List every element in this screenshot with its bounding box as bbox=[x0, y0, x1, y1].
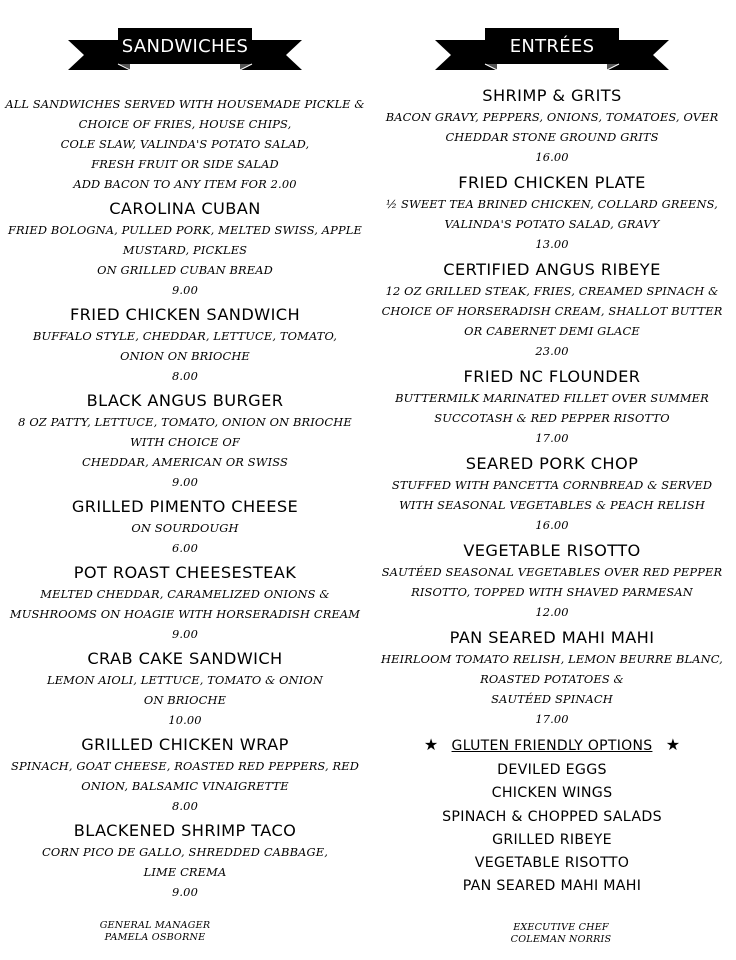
description-line: HEIRLOOM TOMATO RELISH, LEMON BEURRE BLANC, bbox=[381, 652, 723, 666]
sandwiches-list bbox=[0, 199, 370, 902]
menu-item-description bbox=[368, 388, 736, 448]
menu-item-description bbox=[368, 281, 736, 361]
sandwiches-header: SANDWICHES bbox=[121, 36, 249, 57]
description-line: MUSHROOMS ON HOAGIE WITH HORSERADISH CREAM bbox=[9, 607, 361, 621]
menu-item-price: 16.00 bbox=[535, 518, 569, 532]
menu-item-price: 17.00 bbox=[535, 712, 569, 726]
menu-item-name: PAN SEARED MAHI MAHI bbox=[449, 628, 655, 647]
menu-item-description bbox=[0, 518, 370, 558]
menu-item-description bbox=[0, 670, 370, 730]
gluten-friendly-list bbox=[368, 759, 736, 899]
menu-item-price: 9.00 bbox=[172, 283, 198, 297]
menu-item-description bbox=[0, 326, 370, 386]
entrees-list bbox=[368, 86, 736, 729]
menu-item-price: 9.00 bbox=[172, 885, 198, 899]
sandwiches-column bbox=[0, 0, 370, 902]
menu-item-name: BLACKENED SHRIMP TACO bbox=[73, 821, 297, 840]
description-line: CHEDDAR, AMERICAN OR SWISS bbox=[82, 455, 288, 469]
menu-item-name: POT ROAST CHEESESTEAK bbox=[73, 563, 297, 582]
menu-item-name: SEARED PORK CHOP bbox=[465, 454, 639, 473]
description-line: LIME CREMA bbox=[143, 865, 227, 879]
description-line: OR CABERNET DEMI GLACE bbox=[464, 324, 640, 338]
description-line: 8 OZ PATTY, LETTUCE, TOMATO, ONION ON BRIOCHE bbox=[18, 415, 352, 429]
menu-item-name: CERTIFIED ANGUS RIBEYE bbox=[443, 260, 661, 279]
menu-item-name: CAROLINA CUBAN bbox=[109, 199, 261, 218]
entrees-column bbox=[368, 0, 736, 899]
description-line: CHEDDAR STONE GROUND GRITS bbox=[445, 130, 659, 144]
intro-line: COLE SLAW, VALINDA'S POTATO SALAD, bbox=[60, 137, 310, 151]
footer-general-manager bbox=[60, 920, 250, 944]
description-line: FRIED BOLOGNA, PULLED PORK, MELTED SWISS, APPLE bbox=[7, 223, 362, 237]
gluten-friendly-header bbox=[368, 735, 736, 756]
menu-item-description bbox=[368, 562, 736, 622]
menu-item-name: SHRIMP & GRITS bbox=[482, 86, 622, 105]
menu-item-description bbox=[368, 107, 736, 167]
description-line: STUFFED WITH PANCETTA CORNBREAD & SERVED bbox=[391, 478, 713, 492]
description-line: SAUTÉED SEASONAL VEGETABLES OVER RED PEPPER bbox=[381, 565, 723, 579]
menu-item-description bbox=[0, 756, 370, 816]
intro-line: FRESH FRUIT OR SIDE SALAD bbox=[91, 157, 279, 171]
menu-item-price: 23.00 bbox=[535, 344, 569, 358]
description-line: RISOTTO, TOPPED WITH SHAVED PARMESAN bbox=[411, 585, 693, 599]
menu-item-price: 8.00 bbox=[172, 369, 198, 383]
gluten-friendly-item: GRILLED RIBEYE bbox=[492, 831, 612, 848]
description-line: ON GRILLED CUBAN BREAD bbox=[97, 263, 273, 277]
gluten-friendly-item: PAN SEARED MAHI MAHI bbox=[462, 878, 642, 895]
description-line: CORN PICO DE GALLO, SHREDDED CABBAGE, bbox=[42, 845, 328, 859]
footer-title: EXECUTIVE CHEF bbox=[513, 922, 609, 933]
gluten-friendly-item: VEGETABLE RISOTTO bbox=[474, 855, 630, 872]
menu-item-name: FRIED NC FLOUNDER bbox=[463, 367, 641, 386]
menu-item-description bbox=[0, 412, 370, 492]
menu-item-price: 17.00 bbox=[535, 431, 569, 445]
description-line: 12 OZ GRILLED STEAK, FRIES, CREAMED SPINACH & bbox=[385, 284, 719, 298]
sandwiches-intro bbox=[0, 94, 370, 194]
description-line: SUCCOTASH & RED PEPPER RISOTTO bbox=[434, 411, 670, 425]
gluten-friendly-item: CHICKEN WINGS bbox=[491, 785, 613, 802]
description-line: WITH SEASONAL VEGETABLES & PEACH RELISH bbox=[399, 498, 705, 512]
description-line: SAUTÉED SPINACH bbox=[491, 692, 613, 706]
intro-line: ADD BACON TO ANY ITEM FOR 2.00 bbox=[73, 177, 297, 191]
intro-line: CHOICE OF FRIES, HOUSE CHIPS, bbox=[78, 117, 292, 131]
gluten-friendly-label: GLUTEN FRIENDLY OPTIONS bbox=[451, 738, 653, 754]
menu-item-price: 10.00 bbox=[168, 713, 202, 727]
menu-item-description bbox=[0, 584, 370, 644]
description-line: BACON GRAVY, PEPPERS, ONIONS, TOMATOES, OVER bbox=[385, 110, 719, 124]
description-line: LEMON AIOLI, LETTUCE, TOMATO & ONION bbox=[46, 673, 324, 687]
menu-item-name: CRAB CAKE SANDWICH bbox=[87, 649, 283, 668]
footer-name: PAMELA OSBORNE bbox=[104, 932, 206, 943]
sandwiches-banner bbox=[60, 24, 310, 76]
description-line: CHOICE OF HORSERADISH CREAM, SHALLOT BUTTER bbox=[381, 304, 723, 318]
menu-item-price: 9.00 bbox=[172, 627, 198, 641]
star-icon: ★ bbox=[665, 735, 681, 754]
menu-item-name: GRILLED PIMENTO CHEESE bbox=[71, 497, 299, 516]
menu-item-description bbox=[368, 649, 736, 729]
description-line: ONION, BALSAMIC VINAIGRETTE bbox=[81, 779, 289, 793]
star-icon: ★ bbox=[423, 735, 439, 754]
menu-item-description bbox=[0, 842, 370, 902]
gluten-friendly-item: DEVILED EGGS bbox=[497, 762, 607, 778]
menu-item-price: 16.00 bbox=[535, 150, 569, 164]
description-line: ½ SWEET TEA BRINED CHICKEN, COLLARD GREENS, bbox=[386, 197, 718, 211]
description-line: BUTTERMILK MARINATED FILLET OVER SUMMER bbox=[395, 391, 709, 405]
menu-item-name: FRIED CHICKEN PLATE bbox=[458, 173, 646, 192]
gluten-friendly-item: SPINACH & CHOPPED SALADS bbox=[442, 808, 662, 825]
footer-name: COLEMAN NORRIS bbox=[510, 934, 612, 945]
description-line: MELTED CHEDDAR, CARAMELIZED ONIONS & bbox=[40, 587, 330, 601]
menu-item-description bbox=[368, 194, 736, 254]
menu-item-description bbox=[0, 220, 370, 300]
description-line: BUFFALO STYLE, CHEDDAR, LETTUCE, TOMATO, bbox=[32, 329, 338, 343]
description-line: ROASTED POTATOES & bbox=[480, 672, 624, 686]
description-line: VALINDA'S POTATO SALAD, GRAVY bbox=[444, 217, 660, 231]
menu-item-price: 6.00 bbox=[172, 541, 198, 555]
menu-item-name: BLACK ANGUS BURGER bbox=[86, 391, 284, 410]
entrees-banner bbox=[427, 24, 677, 76]
description-line: ON BRIOCHE bbox=[143, 693, 227, 707]
footer-title: GENERAL MANAGER bbox=[99, 920, 211, 931]
menu-item-price: 13.00 bbox=[535, 237, 569, 251]
menu-item-price: 9.00 bbox=[172, 475, 198, 489]
intro-line: ALL SANDWICHES SERVED WITH HOUSEMADE PICKLE & bbox=[5, 97, 365, 111]
menu-item-name: FRIED CHICKEN SANDWICH bbox=[69, 305, 301, 324]
description-line: WITH CHOICE OF bbox=[130, 435, 240, 449]
menu-item-price: 8.00 bbox=[172, 799, 198, 813]
footer-executive-chef bbox=[466, 922, 656, 946]
menu-item-name: GRILLED CHICKEN WRAP bbox=[81, 735, 289, 754]
menu-item-price: 12.00 bbox=[535, 605, 569, 619]
menu-item-description bbox=[368, 475, 736, 535]
description-line: ON SOURDOUGH bbox=[131, 521, 239, 535]
description-line: ONION ON BRIOCHE bbox=[120, 349, 250, 363]
description-line: SPINACH, GOAT CHEESE, ROASTED RED PEPPERS, RED bbox=[11, 759, 359, 773]
menu-item-name: VEGETABLE RISOTTO bbox=[463, 541, 641, 560]
description-line: MUSTARD, PICKLES bbox=[122, 243, 248, 257]
entrees-header: ENTRÉES bbox=[509, 36, 595, 57]
